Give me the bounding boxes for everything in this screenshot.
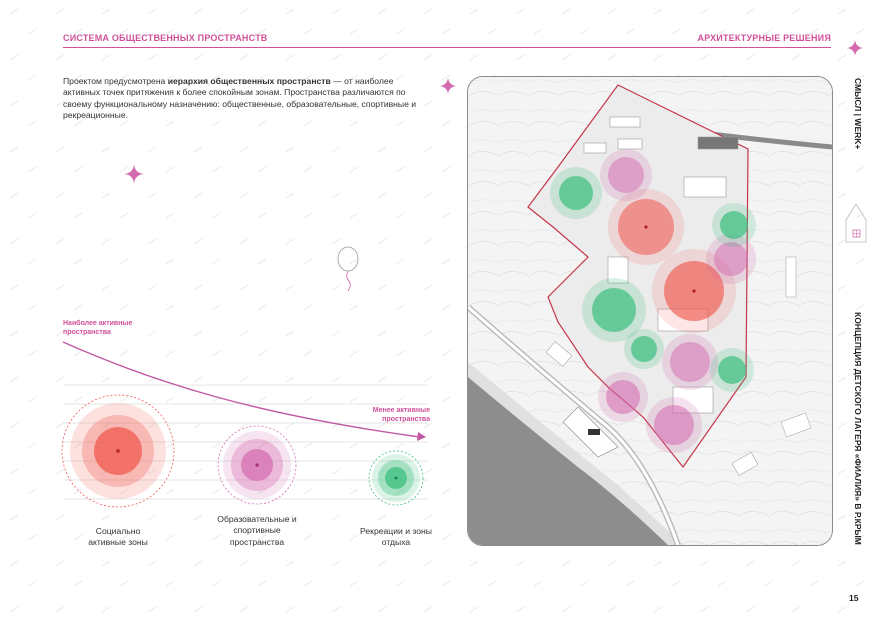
- project-title: КОНЦЕПЦИЯ ДЕТСКОГО ЛАГЕРЯ «ФИАЛИЯ» В Р.КРЫМ: [853, 312, 863, 545]
- site-plan-map: [467, 76, 833, 546]
- vertical-sidebar: [841, 0, 869, 622]
- intro-paragraph: Проектом предусмотрена иерархия общественных пространств — от наиболее активных точек притяжения к более спокойным зонам. Пространства различаются по своему функциональному назначению: общественные, образовательные, спортивные и рекреационные.: [63, 76, 417, 121]
- legend-label-education: Образовательные и спортивные пространства: [217, 514, 297, 547]
- map-zone-education: [600, 149, 652, 201]
- house-icon: [844, 198, 868, 246]
- chapter-title: АРХИТЕКТУРНЫЕ РЕШЕНИЯ: [697, 33, 831, 43]
- map-zone-social: [608, 189, 684, 265]
- legend-label-social: Социально активные зоны: [88, 526, 148, 548]
- map-zone-recreation: [550, 167, 602, 219]
- brand-label: СМЫСЛ | WERK+: [853, 78, 863, 150]
- page-number: 15: [849, 593, 859, 603]
- most-active-label: Наиболее активные пространства: [63, 320, 133, 336]
- map-zone-recreation: [712, 203, 756, 247]
- less-active-label: Менее активные пространства: [372, 407, 430, 423]
- legend-circle-social: [62, 395, 174, 507]
- map-zone-education: [598, 372, 648, 422]
- map-zone-education: [646, 397, 702, 453]
- map-zone-recreation: [624, 329, 664, 369]
- map-zone-education: [662, 334, 718, 390]
- site-plan-drawing: [468, 77, 832, 545]
- map-zone-recreation: [710, 348, 754, 392]
- section-title: СИСТЕМА ОБЩЕСТВЕННЫХ ПРОСТРАНСТВ: [63, 33, 268, 43]
- legend-circle-education: [218, 426, 296, 504]
- legend-circle-recreation: [369, 451, 423, 505]
- intro-highlight: иерархия общественных пространств: [167, 76, 331, 86]
- legend-label-recreation: Рекреации и зоны отдыха: [360, 526, 432, 548]
